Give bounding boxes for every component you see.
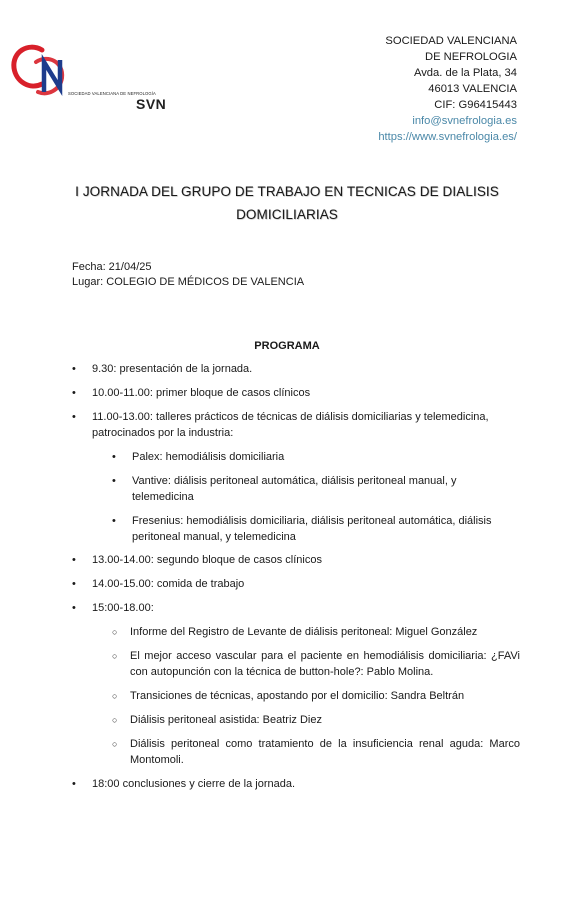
- list-item: [72, 410, 520, 442]
- sublist-item: [112, 474, 520, 506]
- bullet-icon: •: [72, 777, 76, 790]
- sender-line: 46013 VALENCIA: [428, 83, 517, 95]
- item-text: Diálisis peritoneal asistida: Beatriz Diez: [130, 714, 322, 726]
- event-place: Lugar: COLEGIO DE MÉDICOS DE VALENCIA: [72, 276, 305, 288]
- bullet-icon: •: [72, 410, 76, 423]
- title-line: I JORNADA DEL GRUPO DE TRABAJO EN TECNICAS DE DIALISIS: [75, 184, 499, 199]
- bullet-icon: •: [72, 363, 76, 375]
- circle-bullet-icon: ○: [112, 738, 118, 749]
- item-text: 14.00-15.00: comida de trabajo: [92, 578, 245, 591]
- sender-line: SOCIEDAD VALENCIANA: [385, 35, 517, 47]
- sublist-item: [112, 649, 520, 681]
- email-link[interactable]: info@svnefrologia.es: [412, 115, 517, 127]
- programa-heading: PROGRAMA: [254, 340, 320, 352]
- item-text: Transiciones de técnicas, apostando por el domicilio: Sandra Beltrán: [130, 690, 465, 703]
- document-title: [40, 180, 534, 226]
- sender-line: DE NEFROLOGIA: [424, 51, 517, 63]
- list-item: [72, 553, 520, 569]
- circle-bullet-icon: ○: [112, 715, 118, 725]
- item-text: 9.30: presentación de la jornada.: [92, 363, 253, 375]
- sublist-item: [112, 737, 520, 769]
- item-text: Vantive: diálisis peritoneal automática, diálisis peritoneal manual, y telemedicina: [132, 474, 457, 503]
- circle-bullet-icon: ○: [112, 691, 118, 702]
- sublist-item: [112, 450, 520, 466]
- list-item: [72, 362, 520, 378]
- logo-subtitle: SOCIEDAD VALENCIANA DE NEFROLOGÍA: [68, 91, 156, 96]
- bullet-icon: •: [72, 602, 76, 615]
- circle-bullet-icon: ○: [112, 627, 118, 638]
- item-text: Informe del Registro de Levante de diálisis peritoneal: Miguel González: [130, 626, 478, 639]
- sublist-item: [112, 625, 520, 641]
- programa-list: [72, 362, 520, 801]
- bullet-icon: •: [112, 514, 116, 527]
- item-text: Palex: hemodiálisis domiciliaria: [132, 450, 285, 463]
- sender-line: Avda. de la Plata, 34: [413, 67, 517, 79]
- sublist-item: [112, 713, 520, 729]
- bullet-icon: •: [112, 474, 116, 487]
- event-meta: [72, 260, 304, 290]
- item-text: 15:00-18.00:: [92, 602, 154, 615]
- website-link[interactable]: https://www.svnefrologia.es/: [378, 131, 517, 143]
- list-item: [72, 386, 520, 402]
- list-item: [72, 601, 520, 617]
- item-text: Fresenius: hemodiálisis domiciliaria, diálisis peritoneal automática, diálisis peritoneal manual, y telemedicina: [132, 514, 492, 543]
- event-date: Fecha: 21/04/25: [72, 261, 152, 273]
- svn-logo: [8, 40, 176, 114]
- title-line: DOMICILIARIAS: [236, 207, 338, 222]
- item-text: Diálisis peritoneal como tratamiento de la insuficiencia renal aguda: Marco Montomoli.: [130, 737, 520, 766]
- item-text: El mejor acceso vascular para el paciente en hemodiálisis domiciliaria: ¿FAVi con autopunción con la técnica de button-hole?: Pablo Molina.: [130, 650, 520, 679]
- sublist-item: [112, 689, 520, 705]
- bullet-icon: •: [72, 578, 76, 591]
- item-text: 13.00-14.00: segundo bloque de casos clínicos: [92, 554, 322, 567]
- list-item: [72, 577, 520, 593]
- bullet-icon: •: [72, 386, 76, 399]
- sender-cif: CIF: G96415443: [434, 99, 517, 111]
- sender-address: [378, 33, 517, 145]
- circle-bullet-icon: ○: [112, 651, 118, 662]
- bullet-icon: •: [112, 450, 116, 463]
- item-text: 11.00-13.00: talleres prácticos de técnicas de diálisis domiciliarias y telemedicina, patrocinados por la industria:: [92, 410, 489, 439]
- item-text: 10.00-11.00: primer bloque de casos clínicos: [92, 386, 311, 399]
- bullet-icon: •: [72, 554, 76, 567]
- logo-abbr: SVN: [136, 96, 167, 112]
- list-item: [72, 777, 520, 793]
- item-text: 18:00 conclusiones y cierre de la jornada.: [92, 777, 296, 790]
- sublist-item: [112, 514, 520, 546]
